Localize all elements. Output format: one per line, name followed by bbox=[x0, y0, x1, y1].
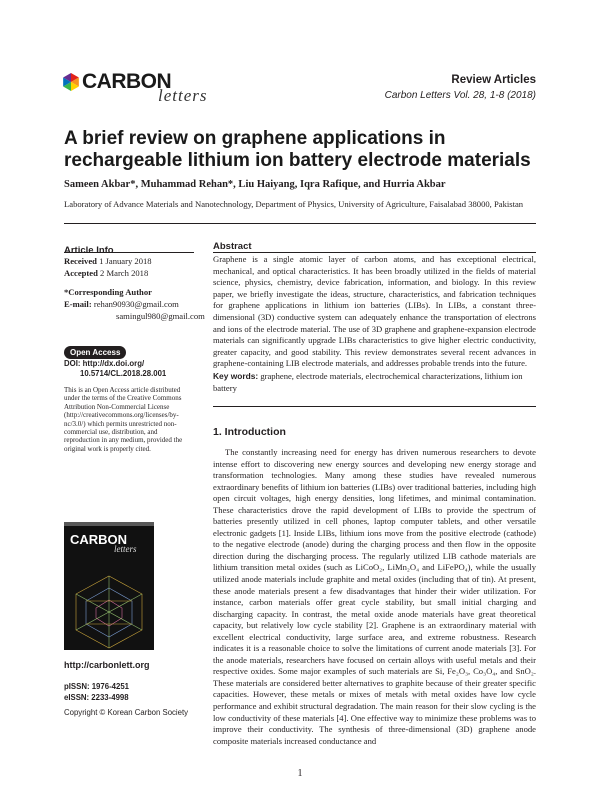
logo-wordmark: CARBON bbox=[82, 70, 172, 93]
introduction-paragraph: The constantly increasing need for energy has driven numerous researchers to devote intense effort to discovering new energy sources and developing new energy storage and transformation technologies. Many among these studies have revealed numerous extraordinary benefits of lithium ion batteries (LIBs) over traditional batteries, including high open circuit voltages, high energy densities, long lifetimes, and minimal contamination. These characteristics drove the rapid development of LIBs to provide the spectrum of batteries presently utilized in cell phones, laptop computer tablets, and other versatile electronic gadgets [1]. Inside LIBs, lithium ions move from the positive electrode (cathode) to the negative electrode (anode) during the charging process and then flow in the opposite direction during the discharging process. The regularly utilized LIB cathode materials are lithium transition metal oxides (such as LiCoO₂, LiMn₂O₄ and LiFePO₄), while the usually utilized anode materials include graphite and metal oxides (including that of tin). At present, these anode materials present a few disadvantages that hinder their wider utilization. For instance, carbon materials offer great cycle stability, but small initial charging and discharging capacity. In contrast, the metal oxide anode materials have great theoretical capacity, but relatively low cycle stability [2]. Graphene is an extraordinary material with excellent electrical conductivity, large surface area, and extreme robustness. Research indicates it is a reasonable choice to solve the limitations of current anode materials [3]. For the anode materials, researchers have focused on certain alloys with useful metals and their respective oxides. Some major examples of such materials are Si, Fe₂O₃, Co₃O₄, and SnO₂. These materials are considered better alternatives to graphite because of their greater specific capacities. However, these metals or mixes of metals with metal oxides have low cycle performance and exhibit structural degradation. The main reason for their slow cycling is the low conductivity of these materials [4]. One effective way to minimize these problems was to improve their conductivity. The synthesis of three-dimensional (3D) graphene anode composite materials increased conductance and bbox=[213, 447, 536, 746]
accepted-date: 2 March 2018 bbox=[100, 268, 149, 278]
open-access-badge: Open Access bbox=[64, 346, 126, 359]
received-label: Received bbox=[64, 256, 97, 266]
email-line bbox=[64, 299, 194, 310]
keywords bbox=[213, 371, 536, 394]
author-list: Sameen Akbar*, Muhammad Rehan*, Liu Haiyang, Iqra Rafique, and Hurria Akbar bbox=[64, 179, 446, 190]
keywords-label: Key words: bbox=[213, 371, 259, 381]
email-link-2[interactable]: samingul980@gmail.com bbox=[116, 311, 205, 321]
journal-website-link[interactable]: http://carbonlett.org bbox=[64, 660, 150, 670]
hexagon-logo-icon bbox=[62, 73, 80, 91]
abstract-divider bbox=[213, 252, 536, 253]
cover-wordmark: CARBON bbox=[70, 532, 128, 547]
article-type: Review Articles bbox=[451, 74, 536, 86]
abstract-text: Graphene is a single atomic layer of carbon atoms, and has exceptional electrical, mechanical, and optical characteristics. It has been broadly utilized in the fields of material science, physics, chemistry, device fabrication, information, and biology. In this review paper, we briefly investigate the ideas, structure, characteristics, and fabrication techniques for graphene applications in lithium ion batteries (LIBs). In LIBs, a constant three-dimensional (3D) conductive system can adequately enhance the transportation of electrons and ions of the electrode material. The use of 3D graphene and graphene-expansion electrode materials can significantly upgrade LIBs characteristics to give higher electric conductivity, greater capacity, and good stability. This review demonstrates several recent advances in graphene-containing LIB electrode materials, and addresses probable trends into the future. bbox=[213, 254, 536, 369]
doi-link[interactable]: 10.5714/CL.2018.28.001 bbox=[80, 369, 167, 378]
cover-lattice-graphic bbox=[64, 572, 154, 650]
journal-reference: Carbon Letters Vol. 28, 1-8 (2018) bbox=[384, 90, 536, 101]
abstract-heading: Abstract bbox=[213, 241, 252, 252]
accepted-label: Accepted bbox=[64, 268, 98, 278]
eissn: eISSN: 2233-4998 bbox=[64, 693, 129, 702]
doi-block bbox=[64, 359, 194, 379]
page-number: 1 bbox=[297, 768, 303, 779]
issn-block bbox=[64, 681, 129, 703]
journal-cover-image bbox=[64, 522, 154, 650]
doi-label: DOI: http://dx.doi.org/ bbox=[64, 359, 145, 368]
copyright-notice: Copyright © Korean Carbon Society bbox=[64, 708, 189, 717]
email-link-1[interactable]: rehan90930@gmail.com bbox=[93, 299, 179, 309]
cover-top-band bbox=[64, 522, 154, 526]
journal-logo bbox=[62, 70, 212, 106]
introduction-text bbox=[213, 447, 536, 747]
section-heading-introduction: 1. Introduction bbox=[213, 426, 286, 438]
article-info-heading: Article Info bbox=[64, 245, 114, 256]
license-text: This is an Open Access article distributed under the terms of the Creative Commons Attribution Non-Commercial License (http://creativecommons.org/licenses/by-nc/3.0/) which permits unrestricted non-commercial use, distribution, and reproduction in any medium, provided the original work is properly cited. bbox=[64, 386, 183, 453]
article-info-divider bbox=[64, 252, 194, 253]
keywords-divider bbox=[213, 406, 536, 407]
email-label: E-mail: bbox=[64, 299, 92, 309]
author-affiliation: Laboratory of Advance Materials and Nanotechnology, Department of Physics, University of Agriculture, Faisalabad 38000, Pakistan bbox=[64, 199, 524, 209]
article-title: A brief review on graphene applications in rechargeable lithium ion battery electrode materials bbox=[64, 128, 531, 171]
accepted-line bbox=[64, 268, 194, 279]
received-line bbox=[64, 256, 194, 267]
header-divider bbox=[64, 223, 536, 224]
corresponding-author-heading: *Corresponding Author bbox=[64, 287, 152, 297]
cover-script: letters bbox=[114, 544, 137, 554]
pissn: pISSN: 1976-4251 bbox=[64, 682, 130, 691]
logo-script: letters bbox=[158, 86, 208, 105]
keywords-list: graphene, electrode materials, electrochemical characterizations, lithium ion battery bbox=[213, 371, 523, 393]
received-date: 1 January 2018 bbox=[99, 256, 152, 266]
